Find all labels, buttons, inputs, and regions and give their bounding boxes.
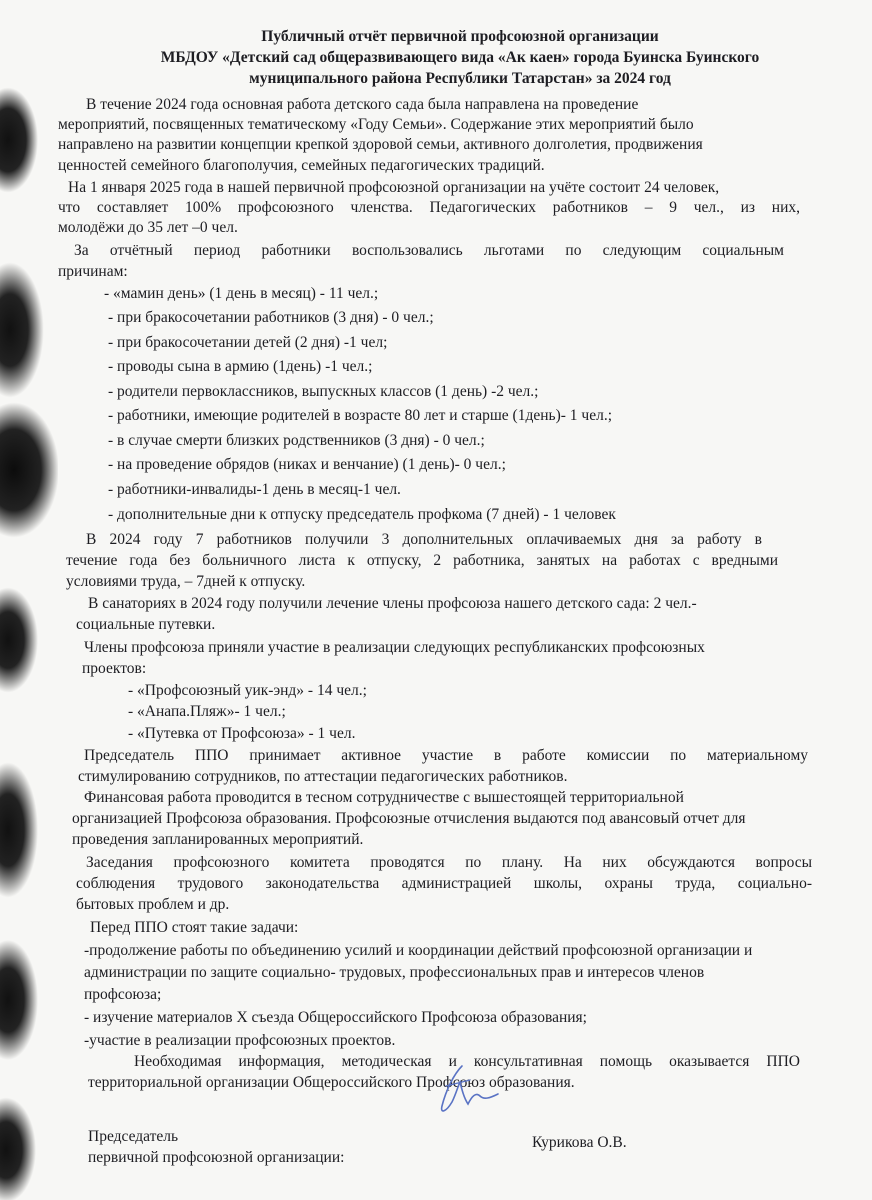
meetings-line: бытовых проблем и др.: [76, 896, 230, 913]
benefit-item: - родители первоклассников, выпускных классов (1 день) -2 чел.;: [108, 383, 539, 400]
intro-line: мероприятий, посвященных тематическому «Году Семьи». Содержание этих мероприятий было: [58, 116, 694, 133]
benefit-item: - работники, имеющие родителей в возрасте 80 лет и старше (1день)- 1 чел.;: [108, 407, 612, 424]
tasks-intro-line: Перед ППО стоят такие задачи:: [90, 919, 299, 936]
extra-days-line: течение года без больничного листа к отпуску, 2 работника, занятых на работах с вредными: [66, 552, 778, 569]
membership-line: На 1 января 2025 года в нашей первичной профсоюзной организации на учёте состоит 24 человек,: [68, 179, 720, 196]
task-line: - изучение материалов X съезда Общероссийского Профсоюза образования;: [84, 1009, 587, 1026]
sanatorium-line: В санаториях в 2024 году получили лечение члены профсоюза нашего детского сада: 2 чел.-: [88, 595, 697, 612]
signatory-name: Курикова О.В.: [532, 1134, 627, 1151]
task-line: администрации по защите социально- трудовых, профессиональных прав и интересов членов: [84, 964, 705, 981]
meetings-line: соблюдения трудового законодательства администрацией школы, охраны труда, социально-: [76, 875, 812, 892]
benefit-item: - дополнительные дни к отпуску председатель профкома (7 дней) - 1 человек: [108, 506, 616, 523]
benefit-item: - работники-инвалиды-1 день в месяц-1 чел.: [108, 481, 401, 498]
projects-intro-line: Члены профсоюза приняли участие в реализации следующих республиканских профсоюзных: [84, 639, 705, 656]
finance-line: проведения запланированных мероприятий.: [72, 831, 364, 848]
signatory-role: Председатель: [88, 1128, 179, 1145]
benefit-item: - при бракосочетании работников (3 дня) - 0 чел.;: [108, 309, 434, 326]
report-title-line-3: муниципального района Республики Татарстан» за 2024 год: [249, 70, 671, 87]
report-title-line-1: Публичный отчёт первичной профсоюзной организации: [261, 28, 659, 45]
projects-intro-line: проектов:: [82, 660, 147, 677]
meetings-line: Заседания профсоюзного комитета проводятся по плану. На них обсуждаются вопросы: [86, 854, 812, 871]
finance-line: организацией Профсоюза образования. Профсоюзные отчисления выдаются под авансовый отчет для: [72, 810, 746, 827]
task-line: -продолжение работы по объединению усилий и координации действий профсоюзной организации и: [84, 942, 753, 959]
task-line: -участие в реализации профсоюзных проектов.: [84, 1032, 396, 1049]
help-line: Необходимая информация, методическая и консультативная помощь оказывается ППО: [134, 1053, 800, 1070]
extra-days-line: условиями труда, – 7дней к отпуску.: [66, 573, 306, 590]
benefit-item: - проводы сына в армию (1день) -1 чел.;: [108, 358, 373, 375]
intro-line: направлено на развитии концепции крепкой здоровой семьи, активного долголетия, продвижения: [58, 136, 703, 153]
extra-days-line: В 2024 году 7 работников получили 3 дополнительных оплачиваемых дня за работу в: [86, 531, 762, 548]
membership-line: молодёжи до 35 лет –0 чел.: [58, 219, 238, 236]
help-line: территориальной организации Общероссийского Профсоюз образования.: [88, 1074, 575, 1091]
membership-line: что составляет 100% профсоюзного членства. Педагогических работников – 9 чел., из них,: [58, 199, 800, 216]
project-item: - «Анапа.Пляж»- 1 чел.;: [128, 703, 286, 720]
sanatorium-line: социальные путевки.: [76, 616, 216, 633]
report-title-line-2: МБДОУ «Детский сад общеразвивающего вида «Ак каен» города Буинска Буинского: [160, 49, 760, 66]
benefit-item: - при бракосочетании детей (2 дня) -1 чел;: [108, 334, 388, 351]
benefits-intro-line: За отчётный период работники воспользовались льготами по следующим социальным: [74, 242, 784, 259]
task-line: профсоюза;: [84, 986, 162, 1003]
intro-line: ценностей семейного благополучия, семейных педагогических традиций.: [58, 157, 545, 174]
chairman-commission-line: стимулированию сотрудников, по аттестации педагогических работников.: [78, 768, 568, 785]
project-item: - «Путевка от Профсоюза» - 1 чел.: [128, 725, 356, 742]
project-item: - «Профсоюзный уик-энд» - 14 чел.;: [128, 682, 367, 699]
signatory-role: первичной профсоюзной организации:: [88, 1149, 345, 1166]
benefit-item: - на проведение обрядов (никах и венчание) (1 день)- 0 чел.;: [108, 456, 506, 473]
chairman-commission-line: Председатель ППО принимает активное участие в работе комиссии по материальному: [84, 747, 808, 764]
benefit-item: - «мамин день» (1 день в месяц) - 11 чел.;: [104, 285, 379, 302]
finance-line: Финансовая работа проводится в тесном сотрудничестве с вышестоящей территориальной: [84, 789, 684, 806]
benefit-item: - в случае смерти близких родственников (3 дня) - 0 чел.;: [108, 432, 485, 449]
handwritten-signature: [432, 1062, 502, 1118]
intro-line: В течение 2024 года основная работа детского сада была направлена на проведение: [86, 96, 639, 113]
benefits-intro-line: причинам:: [58, 263, 128, 280]
